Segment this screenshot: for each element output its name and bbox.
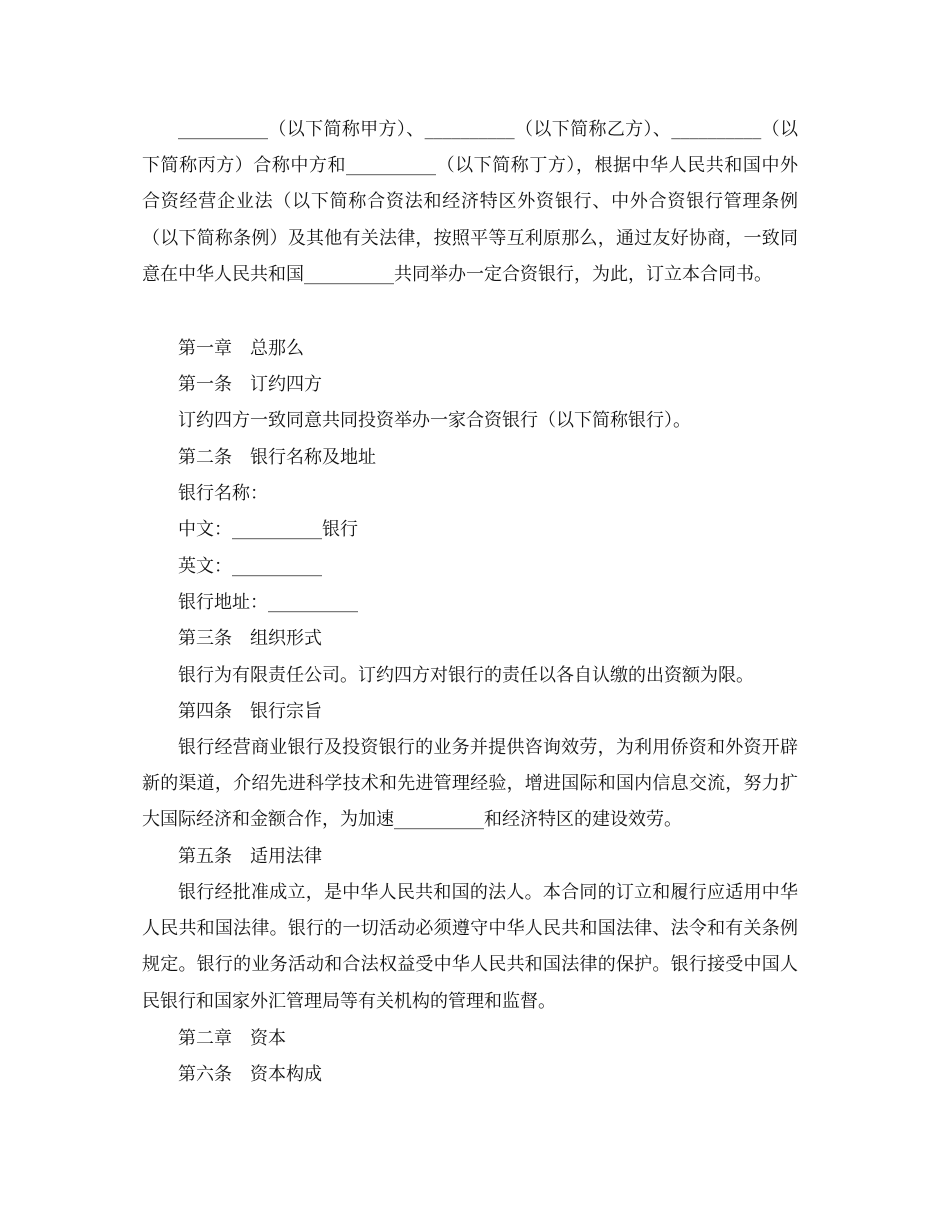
article-6-title: 资本构成 bbox=[250, 1064, 322, 1085]
article-1-heading bbox=[178, 367, 322, 403]
article-3-number: 第三条 bbox=[178, 628, 232, 649]
article-2-title: 银行名称及地址 bbox=[250, 447, 376, 468]
article-2-heading bbox=[178, 440, 376, 476]
article-2-number: 第二条 bbox=[178, 447, 232, 468]
chapter-1-number: 第一章 bbox=[178, 338, 232, 359]
chapter-1-heading bbox=[178, 331, 304, 367]
intro-paragraph: __________（以下简称甲方）、__________（以下简称乙方）、__________（以下简称丙方）合称中方和__________（以下简称丁方），根据中华人民共和国中外合资经营企业法（以下简称合资法和经济特区外资银行、中外合资银行管理条例（以下简称条例）及其他有关法律，按照平等互利原那么，通过友好协商，一致同意在中华人民共和国__________共同举办一定合资银行，为此，订立本合同书。 bbox=[142, 119, 798, 285]
article-4-title: 银行宗旨 bbox=[250, 701, 322, 722]
chapter-1-title: 总那么 bbox=[250, 338, 304, 359]
article-4-number: 第四条 bbox=[178, 701, 232, 722]
article-1-body: 订约四方一致同意共同投资举办一家合资银行（以下简称银行）。 bbox=[178, 410, 691, 431]
bank-address: 银行地址：__________ bbox=[178, 592, 358, 613]
bank-name-chinese: 中文：__________银行 bbox=[178, 519, 358, 540]
article-6-number: 第六条 bbox=[178, 1064, 232, 1085]
article-4-body: 银行经营商业银行及投资银行的业务并提供咨询效劳，为利用侨资和外资开辟新的渠道，介绍先进科学技术和先进管理经验，增进国际和国内信息交流，努力扩大国际经济和金额合作，为加速__________和经济特区的建设效劳。 bbox=[142, 737, 798, 831]
chapter-2-title: 资本 bbox=[250, 1028, 286, 1049]
chapter-2-number: 第二章 bbox=[178, 1028, 232, 1049]
chapter-2-heading bbox=[178, 1021, 286, 1057]
bank-name-english: 英文：__________ bbox=[178, 556, 322, 577]
article-1-title: 订约四方 bbox=[250, 374, 322, 395]
article-5-body: 银行经批准成立，是中华人民共和国的法人。本合同的订立和履行应适用中华人民共和国法律。银行的一切活动必须遵守中华人民共和国法律、法令和有关条例规定。银行的业务活动和合法权益受中华人民共和国法律的保护。银行接受中国人民银行和国家外汇管理局等有关机构的管理和监督。 bbox=[142, 882, 798, 1012]
article-6-heading bbox=[178, 1057, 322, 1093]
article-3-title: 组织形式 bbox=[250, 628, 322, 649]
article-5-title: 适用法律 bbox=[250, 846, 322, 867]
article-5-number: 第五条 bbox=[178, 846, 232, 867]
article-5-heading bbox=[178, 839, 322, 875]
article-1-number: 第一条 bbox=[178, 374, 232, 395]
article-3-body: 银行为有限责任公司。订约四方对银行的责任以各自认缴的出资额为限。 bbox=[178, 665, 754, 686]
article-4-heading bbox=[178, 694, 322, 730]
bank-name-label: 银行名称： bbox=[178, 483, 268, 504]
article-3-heading bbox=[178, 621, 322, 657]
